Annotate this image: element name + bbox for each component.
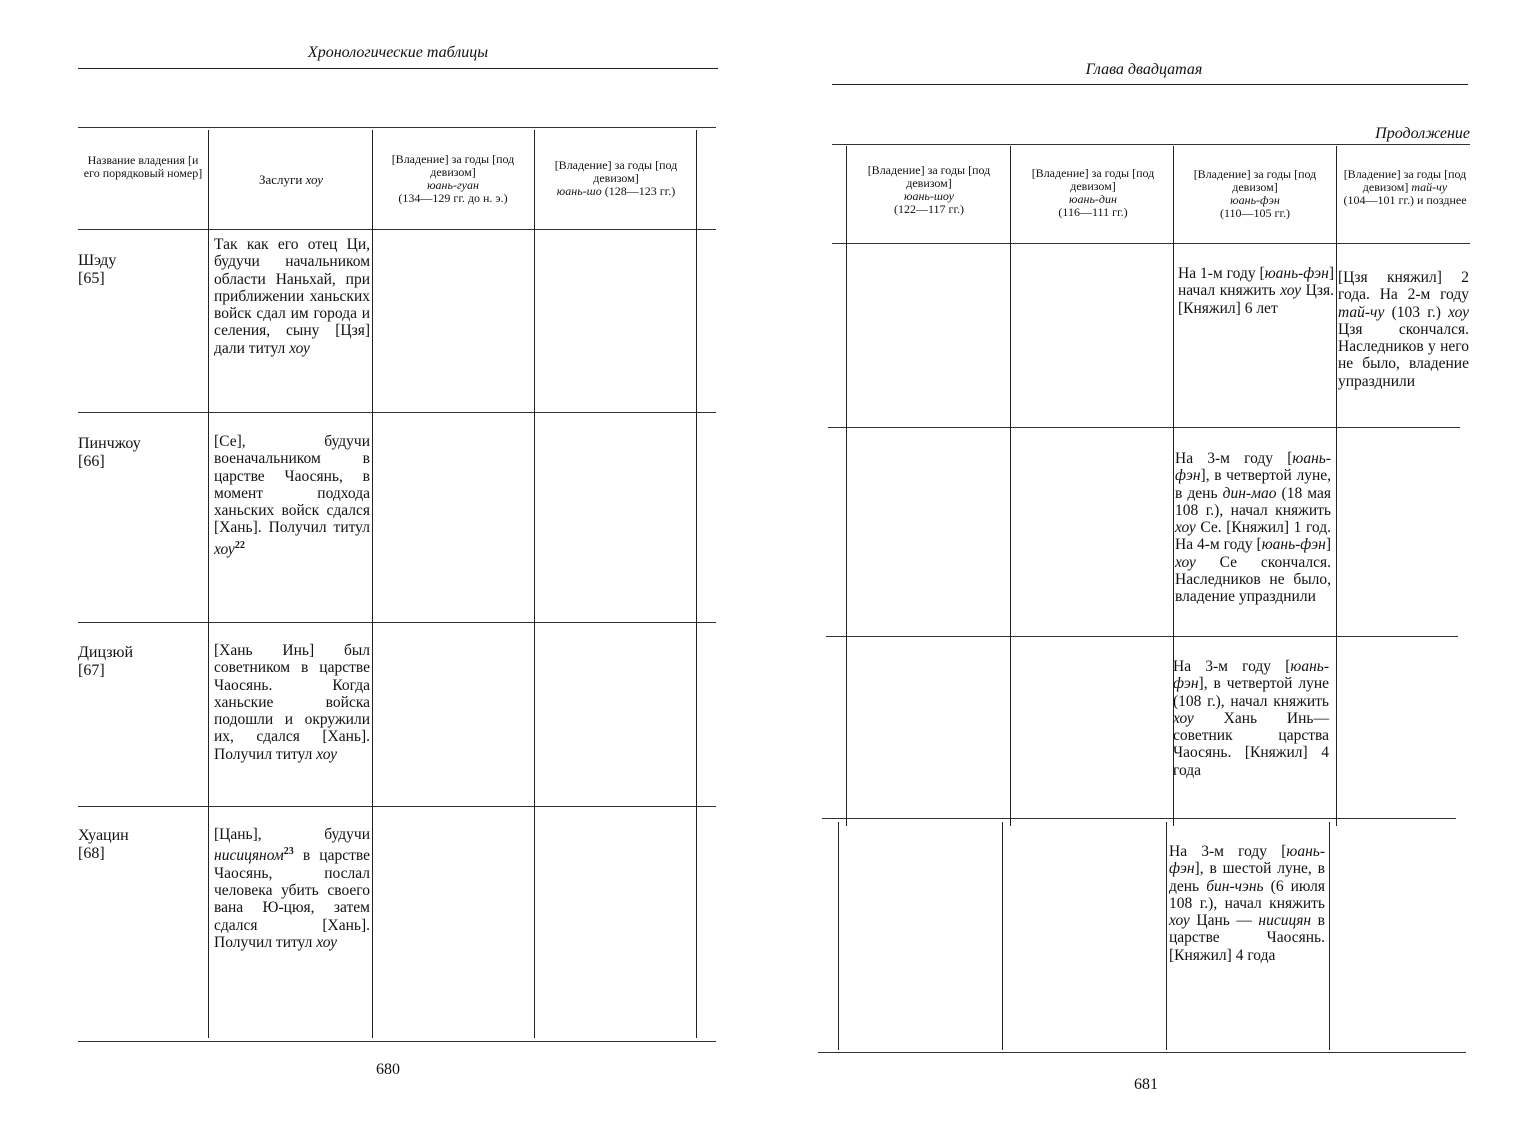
left-page [78, 0, 718, 1138]
right-header-bottom-rule [832, 243, 1470, 244]
left-header-merits: Заслуги хоу [258, 172, 324, 187]
left-running-head: Хронологические таблицы [307, 44, 489, 61]
left-col-divider-3 [534, 130, 535, 1038]
left-col-divider-4 [696, 130, 697, 1038]
merits-cell-pinzhou: [Се], будучи военачальником в царстве Чаосянь, в момент подхода ханьских войск сдался [Хань]. Получил титул хоу$^{22}$ [214, 433, 370, 558]
left-header-yuan-guan: [Владение] за годы [под девизом] юань-гуан (134—129 гг. до н. э.) [391, 152, 515, 205]
right-header-tai-chu: [Владение] за годы [под девизом] тай-чу (104—101 гг.) и позднее [1343, 167, 1467, 207]
row-name-pinzhou: Пинчжоу [66] [78, 435, 141, 470]
merits-cell-shedu: Так как его отец Ци, будучи начальником области Наньхай, при приближении ханьских войск сдал им города и селения, сыну [Цзя] дали титул хоу [214, 236, 370, 357]
right-running-head: Глава двадцатая [1085, 61, 1203, 78]
right-col-divider-4 [1336, 146, 1337, 826]
right-col-divider-2b [1002, 822, 1003, 1050]
right-col-divider-2 [1010, 146, 1011, 826]
right-row-rule-1 [828, 427, 1460, 428]
yuan-feng-cell-4: На 3-м году [юань-фэн], в шестой луне, в день бин-чэнь (6 июля 108 г.), начал княжить хоу Цань — нисицян в царстве Чаосянь. [Княжил] 4 года [1169, 843, 1325, 964]
yuan-feng-cell-2: На 3-м году [юань-фэн], в четвертой луне, в день дин-мао (18 мая 108 г.), начал княжить хоу Се. [Княжил] 1 год. На 4-м году [юань-фэн] хоу Се скончался. Наследников не было, владение упразднили [1175, 450, 1332, 606]
right-col-divider-1b [838, 822, 839, 1050]
continuation-label: Продолжение [1375, 125, 1470, 142]
right-page-number: 681 [1134, 1076, 1158, 1093]
left-header-yuan-shuo: [Владение] за годы [под девизом] юань-шо (128—123 гг.) [554, 158, 678, 198]
left-page-number: 680 [376, 1061, 400, 1078]
left-row-rule-1 [78, 412, 716, 413]
left-head-rule [78, 68, 718, 69]
right-table-bottom-rule [818, 1052, 1466, 1053]
left-col-divider-1 [208, 130, 209, 1038]
left-row-rule-2 [78, 622, 716, 623]
right-page [818, 0, 1470, 1138]
right-header-yuan-shou: [Владение] за годы [под девизом] юань-шоу (122—117 гг.) [867, 163, 991, 216]
right-table-top-rule [832, 144, 1470, 145]
row-name-dizju: Дицзюй [67] [78, 644, 134, 679]
left-table-top-rule [78, 127, 716, 128]
tai-chu-cell-1: [Цзя княжил] 2 года. На 2-м году тай-чу (103 г.) хоу Цзя скончался. Наследников у него не было, владение упразднили [1338, 269, 1469, 390]
right-col-divider-4b [1329, 822, 1330, 1050]
yuan-feng-cell-1: На 1-м году [юань-фэн] начал княжить хоу Цзя. [Княжил] 6 лет [1178, 265, 1334, 317]
yuan-feng-cell-3: На 3-м году [юань-фэн], в четвертой луне (108 г.), начал княжить хоу Хань Инь—советник царства Чаосянь. [Княжил] 4 года [1173, 658, 1329, 779]
left-header-bottom-rule [78, 229, 716, 230]
right-header-yuan-ding: [Владение] за годы [под девизом] юань-дин (116—111 гг.) [1031, 166, 1155, 219]
right-row-rule-2 [826, 636, 1458, 637]
left-col-divider-2 [372, 130, 373, 1038]
merits-cell-huatsin: [Цань], будучи нисицяном$^{23}$ в царстве Чаосянь, послал человека убить своего вана Ю-цюя, затем сдался [Хань]. Получил титул хоу [214, 826, 370, 951]
right-header-yuan-feng: [Владение] за годы [под девизом] юань-фэн (110—105 гг.) [1193, 167, 1317, 220]
right-row-rule-3 [822, 818, 1456, 819]
row-name-shedu: Шэду [65] [78, 252, 117, 287]
left-header-name: Название владения [и его порядковый номер] [83, 153, 203, 180]
merits-cell-dizju: [Хань Инь] был советником в царстве Чаосянь. Когда ханьские войска подошли и окружили их, сдался [Хань]. Получил титул хоу [214, 642, 370, 763]
row-name-huatsin: Хуацин [68] [78, 827, 129, 862]
left-table-bottom-rule [78, 1041, 716, 1042]
right-col-divider-3b [1166, 822, 1167, 1050]
left-row-rule-3 [78, 806, 716, 807]
right-head-rule [832, 84, 1468, 85]
right-col-divider-1 [846, 146, 847, 826]
